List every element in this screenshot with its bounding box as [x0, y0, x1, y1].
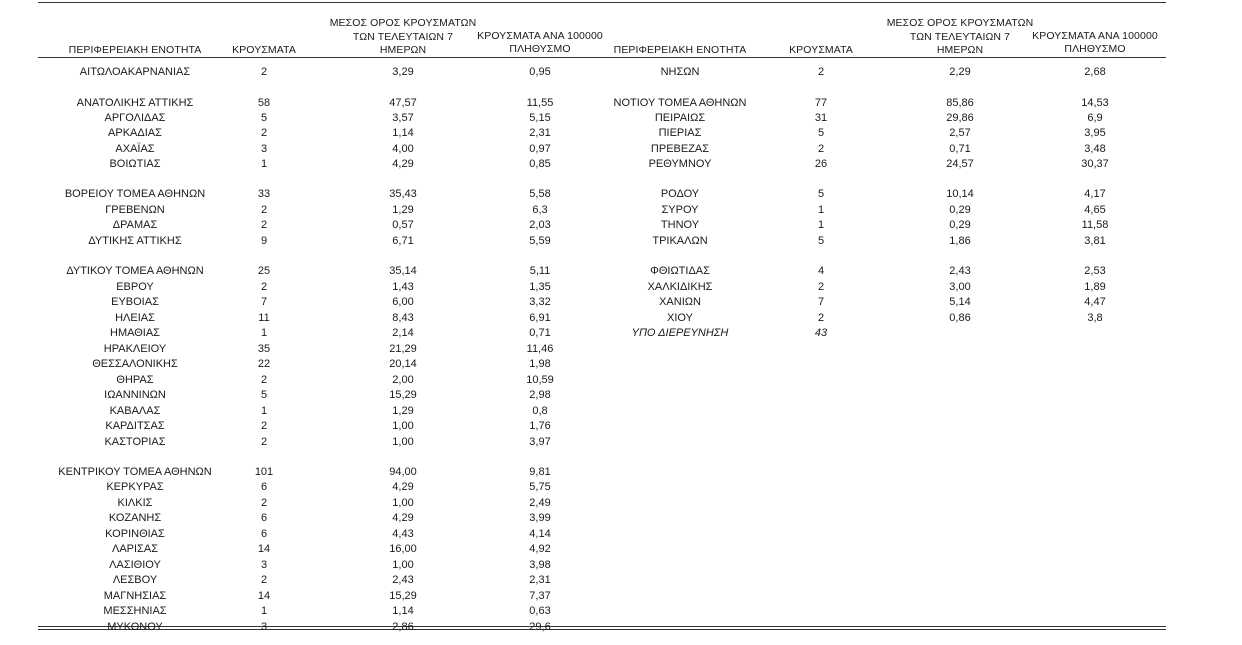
- cell-cases: 31: [814, 112, 828, 124]
- cell-per100k: 4,65: [1084, 204, 1106, 216]
- cell-region: ΠΡΕΒΕΖΑΣ: [650, 143, 710, 155]
- cell-region: ΚΕΡΚΥΡΑΣ: [106, 481, 164, 493]
- cell-per100k: 5,11: [529, 265, 551, 277]
- cell-avg7: 1,14: [392, 127, 414, 139]
- cell-avg7: 35,43: [389, 188, 417, 200]
- cell-region: ΙΩΑΝΝΙΝΩΝ: [104, 389, 166, 401]
- cell-region: ΡΕΘΥΜΝΟΥ: [648, 158, 712, 170]
- cell-avg7: 21,29: [389, 343, 417, 355]
- cell-avg7: 15,29: [389, 590, 417, 602]
- cell-region: ΚΕΝΤΡΙΚΟΥ ΤΟΜΕΑ ΑΘΗΝΩΝ: [58, 466, 212, 478]
- cell-avg7: 1,00: [392, 497, 414, 509]
- cell-per100k: 6,91: [529, 312, 551, 324]
- cell-cases: 2: [260, 497, 268, 509]
- cell-avg7: 6,71: [392, 235, 414, 247]
- cell-per100k: 1,98: [529, 358, 551, 370]
- cell-region: ΔΥΤΙΚΗΣ ΑΤΤΙΚΗΣ: [88, 235, 182, 247]
- cell-cases: 7: [817, 296, 825, 308]
- cell-per100k: 3,48: [1084, 143, 1106, 155]
- cell-region: ΜΥΚΟΝΟΥ: [107, 621, 163, 633]
- cell-cases: 6: [260, 481, 268, 493]
- cell-per100k: 4,47: [1084, 296, 1106, 308]
- cell-region: ΚΑΡΔΙΤΣΑΣ: [105, 420, 165, 432]
- cell-region: ΗΜΑΘΙΑΣ: [110, 327, 160, 339]
- cell-cases: 43: [814, 327, 828, 339]
- header-avg7-left: [318, 17, 488, 56]
- cell-cases: 14: [257, 543, 271, 555]
- cell-cases: 3: [260, 143, 268, 155]
- cell-region: ΕΥΒΟΙΑΣ: [111, 296, 159, 308]
- cell-per100k: 4,14: [529, 528, 551, 540]
- cell-per100k: 1,76: [529, 420, 551, 432]
- cell-per100k: 2,68: [1084, 66, 1106, 78]
- cell-per100k: 10,59: [526, 374, 554, 386]
- cell-region: ΒΟΡΕΙΟΥ ΤΟΜΕΑ ΑΘΗΝΩΝ: [64, 188, 206, 200]
- cell-region: ΚΟΡΙΝΘΙΑΣ: [105, 528, 165, 540]
- cell-per100k: 11,58: [1081, 219, 1109, 231]
- cell-per100k: 2,49: [529, 497, 551, 509]
- cell-avg7: 0,29: [949, 219, 971, 231]
- cell-avg7: 2,86: [392, 621, 414, 633]
- cell-per100k: 4,92: [529, 543, 551, 555]
- cell-region: ΠΙΕΡΙΑΣ: [658, 127, 702, 139]
- cell-per100k: 7,37: [529, 590, 551, 602]
- cell-per100k: 0,63: [529, 605, 551, 617]
- header-avg7-line1: ΜΕΣΟΣ ΟΡΟΣ ΚΡΟΥΣΜΑΤΩΝ: [329, 17, 477, 29]
- header-cases-right: ΚΡΟΥΣΜΑΤΑ: [789, 44, 853, 56]
- cell-avg7: 8,43: [392, 312, 414, 324]
- header-avg7-line3: ΗΜΕΡΩΝ: [379, 44, 427, 56]
- cell-cases: 6: [260, 528, 268, 540]
- cell-per100k: 4,17: [1084, 188, 1106, 200]
- header-avg7-line3: ΗΜΕΡΩΝ: [936, 44, 984, 56]
- header-underline: [38, 57, 1166, 58]
- cell-per100k: 11,55: [526, 97, 554, 109]
- cell-cases: 5: [817, 235, 825, 247]
- cell-cases: 2: [817, 143, 825, 155]
- cell-avg7: 2,14: [392, 327, 414, 339]
- cell-per100k: 1,89: [1084, 281, 1106, 293]
- cell-per100k: 11,46: [526, 343, 554, 355]
- cell-region: ΧΙΟΥ: [667, 312, 693, 324]
- cell-avg7: 0,29: [949, 204, 971, 216]
- cell-region: ΤΡΙΚΑΛΩΝ: [652, 235, 708, 247]
- cell-per100k: 2,53: [1084, 265, 1106, 277]
- cell-avg7: 1,00: [392, 420, 414, 432]
- cell-cases: 5: [260, 112, 268, 124]
- cell-avg7: 2,00: [392, 374, 414, 386]
- cell-region: ΜΕΣΣΗΝΙΑΣ: [103, 605, 167, 617]
- cell-per100k: 3,98: [529, 559, 551, 571]
- cell-cases: 2: [817, 281, 825, 293]
- cell-per100k: 5,59: [529, 235, 551, 247]
- cell-avg7: 2,29: [949, 66, 971, 78]
- cell-per100k: 0,8: [532, 405, 548, 417]
- cell-per100k: 3,8: [1087, 312, 1103, 324]
- cell-region: ΤΗΝΟΥ: [660, 219, 700, 231]
- cell-cases: 101: [254, 466, 274, 478]
- cell-avg7: 1,00: [392, 559, 414, 571]
- cell-avg7: 16,00: [389, 543, 417, 555]
- cell-cases: 5: [817, 188, 825, 200]
- cell-avg7: 2,57: [949, 127, 971, 139]
- cell-avg7: 4,29: [392, 158, 414, 170]
- header-region-right: ΠΕΡΙΦΕΡΕΙΑΚΗ ΕΝΟΤΗΤΑ: [613, 44, 747, 56]
- cell-avg7: 5,14: [949, 296, 971, 308]
- header-per100k-left: [465, 30, 615, 55]
- cell-avg7: 6,00: [392, 296, 414, 308]
- cell-avg7: 94,00: [389, 466, 417, 478]
- cell-avg7: 29,86: [946, 112, 974, 124]
- cell-avg7: 0,86: [949, 312, 971, 324]
- cell-cases: 1: [260, 327, 268, 339]
- cell-cases: 2: [260, 127, 268, 139]
- cell-per100k: 2,03: [529, 219, 551, 231]
- cell-cases: 2: [817, 312, 825, 324]
- cell-per100k: 0,95: [529, 66, 551, 78]
- header-per100k-line1: ΚΡΟΥΣΜΑΤΑ ΑΝΑ 100000: [477, 30, 603, 42]
- cell-cases: 2: [260, 374, 268, 386]
- cell-per100k: 5,75: [529, 481, 551, 493]
- cell-per100k: 2,31: [529, 127, 551, 139]
- cell-region: ΑΧΑΪΑΣ: [115, 143, 155, 155]
- cell-region: ΑΡΓΟΛΙΔΑΣ: [104, 112, 166, 124]
- cell-region: ΝΗΣΩΝ: [660, 66, 700, 78]
- cell-cases: 5: [260, 389, 268, 401]
- cell-region: ΘΗΡΑΣ: [116, 374, 154, 386]
- cell-per100k: 14,53: [1081, 97, 1109, 109]
- cell-per100k: 2,31: [529, 574, 551, 586]
- cell-per100k: 0,97: [529, 143, 551, 155]
- cell-cases: 26: [814, 158, 828, 170]
- cell-region: ΛΑΡΙΣΑΣ: [111, 543, 158, 555]
- cell-cases: 2: [260, 574, 268, 586]
- cell-avg7: 2,43: [949, 265, 971, 277]
- cell-region: ΚΑΒΑΛΑΣ: [109, 405, 161, 417]
- cell-cases: 5: [817, 127, 825, 139]
- cell-avg7: 3,29: [392, 66, 414, 78]
- cell-region: ΔΡΑΜΑΣ: [112, 219, 158, 231]
- cell-avg7: 3,57: [392, 112, 414, 124]
- cell-cases: 6: [260, 512, 268, 524]
- cell-per100k: 29,6: [529, 621, 551, 633]
- cell-cases: 14: [257, 590, 271, 602]
- cell-cases: 9: [260, 235, 268, 247]
- cell-region: ΒΟΙΩΤΙΑΣ: [109, 158, 161, 170]
- cell-per100k: 3,81: [1084, 235, 1106, 247]
- cell-avg7: 4,29: [392, 481, 414, 493]
- cell-region: ΗΡΑΚΛΕΙΟΥ: [103, 343, 167, 355]
- cell-avg7: 4,00: [392, 143, 414, 155]
- cell-region: ΣΥΡΟΥ: [661, 204, 699, 216]
- cell-cases: 3: [260, 621, 268, 633]
- cell-avg7: 15,29: [389, 389, 417, 401]
- header-region-left: ΠΕΡΙΦΕΡΕΙΑΚΗ ΕΝΟΤΗΤΑ: [68, 44, 202, 56]
- cell-per100k: 6,3: [532, 204, 548, 216]
- cell-cases: 2: [817, 66, 825, 78]
- cell-avg7: 1,43: [392, 281, 414, 293]
- cell-cases: 2: [260, 219, 268, 231]
- cell-cases: 2: [260, 436, 268, 448]
- cell-avg7: 1,29: [392, 204, 414, 216]
- cell-region: ΧΑΝΙΩΝ: [659, 296, 701, 308]
- cell-per100k: 6,9: [1087, 112, 1103, 124]
- cell-region: ΔΥΤΙΚΟΥ ΤΟΜΕΑ ΑΘΗΝΩΝ: [66, 265, 204, 277]
- cell-region: ΑΙΤΩΛΟΑΚΑΡΝΑΝΙΑΣ: [79, 66, 191, 78]
- cell-avg7: 0,71: [949, 143, 971, 155]
- cell-per100k: 3,97: [529, 436, 551, 448]
- cell-region: ΚΟΖΑΝΗΣ: [108, 512, 162, 524]
- cell-cases: 25: [257, 265, 271, 277]
- cell-cases: 1: [260, 605, 268, 617]
- cell-avg7: 4,43: [392, 528, 414, 540]
- cell-cases: 11: [258, 312, 270, 324]
- cell-per100k: 0,85: [529, 158, 551, 170]
- cell-per100k: 0,71: [529, 327, 551, 339]
- cell-cases: 2: [260, 204, 268, 216]
- cell-cases: 1: [260, 158, 268, 170]
- cell-region: ΛΕΣΒΟΥ: [112, 574, 158, 586]
- cell-cases: 77: [814, 97, 828, 109]
- cell-per100k: 2,98: [529, 389, 551, 401]
- cell-per100k: 1,35: [529, 281, 551, 293]
- cell-per100k: 9,81: [529, 466, 551, 478]
- cell-region: ΜΑΓΝΗΣΙΑΣ: [103, 590, 167, 602]
- cell-cases: 35: [257, 343, 271, 355]
- header-per100k-line2: ΠΛΗΘΥΣΜΟ: [509, 43, 571, 55]
- cell-cases: 58: [257, 97, 271, 109]
- cell-avg7: 1,29: [392, 405, 414, 417]
- cell-cases: 2: [260, 66, 268, 78]
- cell-avg7: 2,43: [392, 574, 414, 586]
- cell-region: ΕΒΡΟΥ: [116, 281, 154, 293]
- cell-cases: 1: [260, 405, 268, 417]
- cell-region: ΚΑΣΤΟΡΙΑΣ: [104, 436, 166, 448]
- cell-avg7: 4,29: [392, 512, 414, 524]
- header-avg7-line2: ΤΩΝ ΤΕΛΕΥΤΑΙΩΝ 7: [352, 31, 454, 43]
- cell-region: ΡΟΔΟΥ: [660, 188, 700, 200]
- cell-region: ΘΕΣΣΑΛΟΝΙΚΗΣ: [92, 358, 178, 370]
- cell-region: ΝΟΤΙΟΥ ΤΟΜΕΑ ΑΘΗΝΩΝ: [613, 97, 747, 109]
- cell-per100k: 5,58: [529, 188, 551, 200]
- cell-cases: 22: [257, 358, 271, 370]
- cell-region: ΓΡΕΒΕΝΩΝ: [105, 204, 165, 216]
- header-per100k-line1: ΚΡΟΥΣΜΑΤΑ ΑΝΑ 100000: [1032, 30, 1158, 42]
- cell-avg7: 1,00: [392, 436, 414, 448]
- header-per100k-right: [1020, 30, 1170, 55]
- cell-avg7: 24,57: [946, 158, 974, 170]
- header-per100k-line2: ΠΛΗΘΥΣΜΟ: [1064, 43, 1126, 55]
- cell-cases: 3: [260, 559, 268, 571]
- cell-region: ΥΠΟ ΔΙΕΡΕΥΝΗΣΗ: [631, 327, 729, 339]
- header-avg7-line1: ΜΕΣΟΣ ΟΡΟΣ ΚΡΟΥΣΜΑΤΩΝ: [886, 17, 1034, 29]
- cell-region: ΚΙΛΚΙΣ: [117, 497, 153, 509]
- cell-cases: 2: [260, 281, 268, 293]
- cell-region: ΛΑΣΙΘΙΟΥ: [109, 559, 161, 571]
- cell-avg7: 10,14: [946, 188, 974, 200]
- cell-region: ΗΛΕΙΑΣ: [115, 312, 155, 324]
- cell-per100k: 3,99: [529, 512, 551, 524]
- cell-cases: 1: [817, 219, 825, 231]
- cell-region: ΑΝΑΤΟΛΙΚΗΣ ΑΤΤΙΚΗΣ: [76, 97, 194, 109]
- cell-per100k: 3,95: [1084, 127, 1106, 139]
- cell-cases: 7: [260, 296, 268, 308]
- cell-cases: 33: [257, 188, 271, 200]
- cell-avg7: 20,14: [389, 358, 417, 370]
- cell-per100k: 3,32: [529, 296, 551, 308]
- cell-avg7: 35,14: [389, 265, 417, 277]
- cell-region: ΠΕΙΡΑΙΩΣ: [654, 112, 706, 124]
- cell-per100k: 5,15: [529, 112, 551, 124]
- header-avg7-line2: ΤΩΝ ΤΕΛΕΥΤΑΙΩΝ 7: [909, 31, 1011, 43]
- cell-avg7: 1,14: [392, 605, 414, 617]
- cell-per100k: 30,37: [1081, 158, 1109, 170]
- header-cases-left: ΚΡΟΥΣΜΑΤΑ: [232, 44, 296, 56]
- top-border: [38, 2, 1166, 3]
- cell-region: ΧΑΛΚΙΔΙΚΗΣ: [647, 281, 713, 293]
- cell-region: ΦΘΙΩΤΙΔΑΣ: [650, 265, 710, 277]
- cell-avg7: 1,86: [949, 235, 971, 247]
- cell-cases: 4: [817, 265, 825, 277]
- cell-avg7: 47,57: [389, 97, 417, 109]
- cell-avg7: 85,86: [946, 97, 974, 109]
- cell-avg7: 3,00: [949, 281, 971, 293]
- cell-region: ΑΡΚΑΔΙΑΣ: [108, 127, 162, 139]
- cell-cases: 2: [260, 420, 268, 432]
- cell-cases: 1: [817, 204, 825, 216]
- cell-avg7: 0,57: [392, 219, 414, 231]
